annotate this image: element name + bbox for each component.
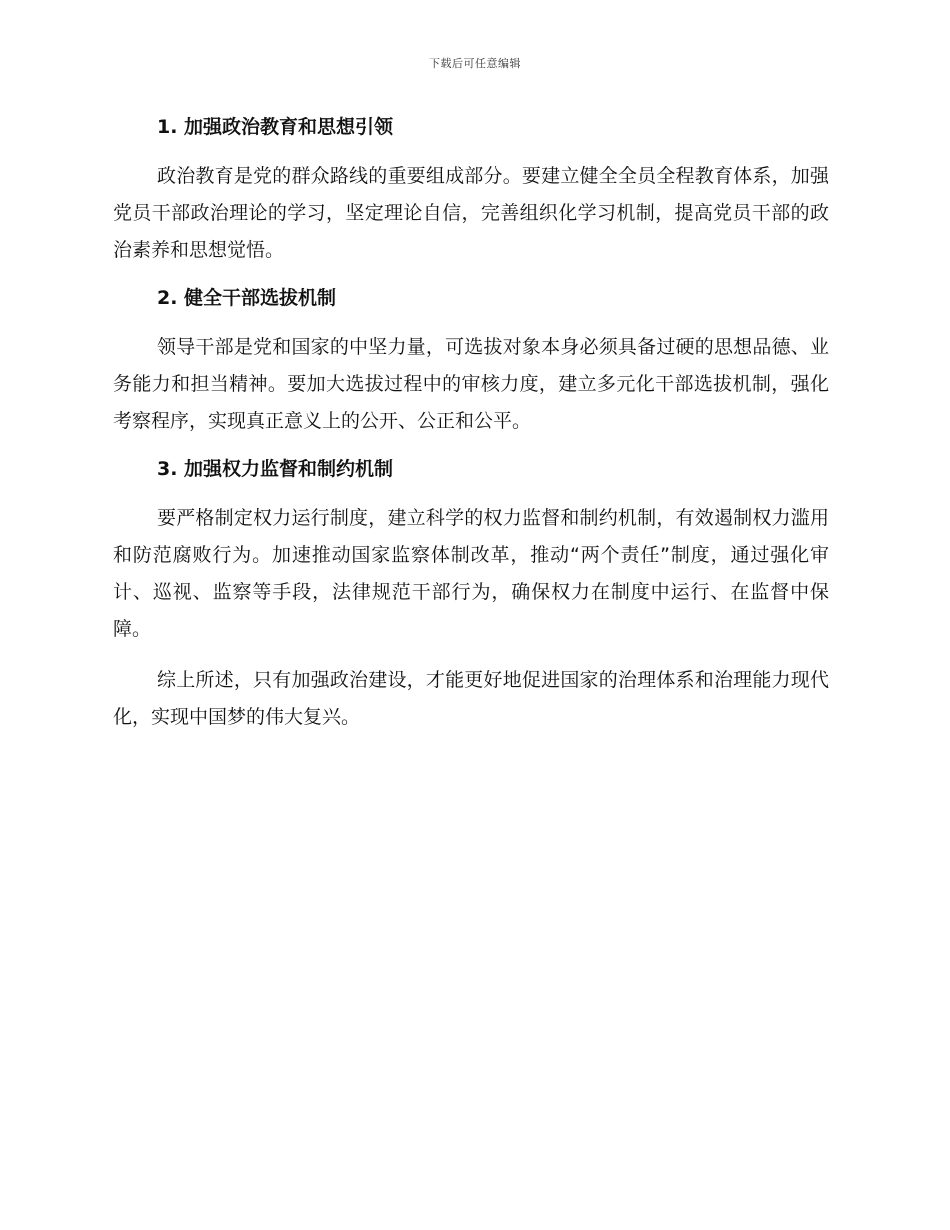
conclusion-paragraph: 综上所述，只有加强政治建设，才能更好地促进国家的治理体系和治理能力现代化，实现中国梦的伟大复兴。 [113, 669, 829, 728]
header-note: 下载后可任意编辑 [429, 57, 521, 70]
section-2-paragraph: 领导干部是党和国家的中坚力量，可选拔对象本身必须具备过硬的思想品德、业务能力和担当精神。要加大选拔过程中的审核力度，建立多元化干部选拔机制，强化考察程序，实现真正意义上的公开、公正和公平。 [113, 336, 829, 432]
section-3-paragraph: 要严格制定权力运行制度，建立科学的权力监督和制约机制，有效遏制权力滥用和防范腐败行为。加速推动国家监察体制改革，推动“两个责任”制度，通过强化审计、巡视、监察等手段，法律规范干部行为，确保权力在制度中运行、在监督中保障。 [113, 507, 829, 640]
section-2-heading: 2. 健全干部选拔机制 [157, 287, 337, 309]
document-body [113, 112, 829, 750]
section-1-heading: 1. 加强政治教育和思想引领 [157, 116, 394, 138]
section-3-heading: 3. 加强权力监督和制约机制 [157, 458, 394, 480]
section-1-paragraph: 政治教育是党的群众路线的重要组成部分。要建立健全全员全程教育体系，加强党员干部政治理论的学习，坚定理论自信，完善组织化学习机制，提高党员干部的政治素养和思想觉悟。 [113, 165, 829, 261]
